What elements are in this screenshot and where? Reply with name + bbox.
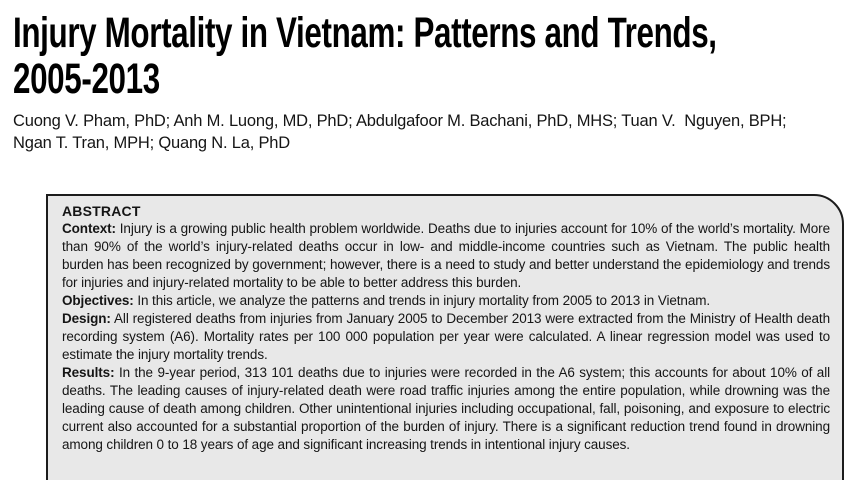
section-text-context: Injury is a growing public health problem worldwide. Deaths due to injuries account for 10% of the world’s mortality. More than 90% of the world’s injury-related deaths occur in low- and middle-income countries such as Vietnam. The public health burden has been recognized by government; however, there is a need to study and better understand the epidemiology and trends for injuries and injury-related mortality to be able to better address this burden. <box>62 221 830 290</box>
page-title-line-1: Injury Mortality in Vietnam: Patterns and Trends, <box>13 9 717 57</box>
page-title-line-2: 2005-2013 <box>13 55 160 103</box>
section-text-design: All registered deaths from injuries from January 2005 to December 2013 were extracted from the Ministry of Health death recording system (A6). Mortality rates per 100 000 population per year were calculated. A linear regression model was used to estimate the injury mortality trends. <box>62 311 830 362</box>
abstract-heading: ABSTRACT <box>62 203 141 219</box>
section-label-design: Design: <box>62 311 111 326</box>
section-label-results: Results: <box>62 365 115 380</box>
author-list <box>13 110 786 154</box>
abstract-section-objectives <box>62 292 830 310</box>
abstract-box <box>46 194 844 480</box>
abstract-section-results <box>62 364 830 454</box>
section-text-objectives: In this article, we analyze the patterns and trends in injury mortality from 2005 to 2013 in Vietnam. <box>133 293 711 308</box>
authors-line-2: Ngan T. Tran, MPH; Quang N. La, PhD <box>13 134 290 152</box>
section-label-context: Context: <box>62 221 116 236</box>
section-label-objectives: Objectives: <box>62 293 134 308</box>
abstract-section-context <box>62 220 830 292</box>
page-title <box>13 10 853 102</box>
abstract-section-design <box>62 310 830 364</box>
section-text-results: In the 9-year period, 313 101 deaths due to injuries were recorded in the A6 system; this accounts for about 10% of all deaths. The leading causes of injury-related death were road traffic injuries among the entire population, while drowning was the leading cause of death among children. Other unintentional injuries including occupational, fall, poisoning, and exposure to electric current also accounted for a substantial proportion of the burden of injury. There is a significant reduction trend found in drowning among children 0 to 18 years of age and significant increasing trends in intentional injury causes. <box>62 365 830 452</box>
authors-line-1: Cuong V. Pham, PhD; Anh M. Luong, MD, PhD; Abdulgafoor M. Bachani, PhD, MHS; Tuan V. Nguyen, BPH; <box>13 112 787 130</box>
